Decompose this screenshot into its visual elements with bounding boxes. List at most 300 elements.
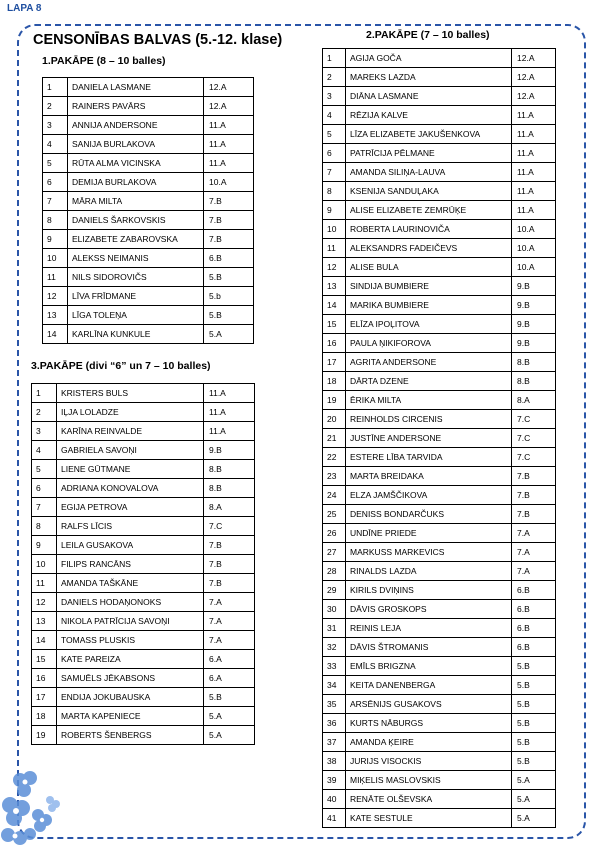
class-cell: 11.A (512, 106, 556, 125)
student-name: DĀVIS GROSKOPS (346, 600, 512, 619)
student-name: KRISTERS BULS (57, 384, 204, 403)
table-row (323, 752, 556, 771)
row-number: 28 (323, 562, 346, 581)
row-number: 34 (323, 676, 346, 695)
student-name: KEITA DANENBERGA (346, 676, 512, 695)
table-row (43, 78, 254, 97)
row-number: 10 (43, 249, 68, 268)
row-number: 7 (43, 192, 68, 211)
table-row (32, 403, 255, 422)
class-cell: 12.A (512, 87, 556, 106)
class-cell: 11.A (204, 116, 254, 135)
student-name: ALISE BULA (346, 258, 512, 277)
student-name: RENĀTE OLŠEVSKA (346, 790, 512, 809)
table-row (32, 707, 255, 726)
student-name: ALEKSANDRS FADEIČEVS (346, 239, 512, 258)
row-number: 6 (43, 173, 68, 192)
student-name: REINHOLDS CIRCENIS (346, 410, 512, 429)
row-number: 7 (32, 498, 57, 517)
student-name: MAREKS LAZDA (346, 68, 512, 87)
class-cell: 6.A (204, 650, 255, 669)
row-number: 3 (43, 116, 68, 135)
row-number: 22 (323, 448, 346, 467)
class-cell: 11.A (512, 125, 556, 144)
class-cell: 5.A (512, 790, 556, 809)
class-cell: 10.A (512, 239, 556, 258)
student-name: KATE SESTULE (346, 809, 512, 828)
table-row (323, 676, 556, 695)
section3-title: 3.PAKĀPE (divi “6” un 7 – 10 balles) (31, 360, 211, 372)
class-cell: 9.B (512, 296, 556, 315)
class-cell: 6.B (512, 619, 556, 638)
table-row (323, 391, 556, 410)
class-cell: 8.B (204, 479, 255, 498)
row-number: 16 (32, 669, 57, 688)
class-cell: 12.A (512, 49, 556, 68)
class-cell: 8.A (204, 498, 255, 517)
row-number: 36 (323, 714, 346, 733)
class-cell: 6.B (512, 581, 556, 600)
student-name: EGIJA PETROVA (57, 498, 204, 517)
student-name: RINALDS LAZDA (346, 562, 512, 581)
table-row (323, 486, 556, 505)
student-name: LĪVA FRĪDMANE (68, 287, 204, 306)
table-row (32, 422, 255, 441)
row-number: 39 (323, 771, 346, 790)
table-row (43, 154, 254, 173)
student-name: PAULA ŅIKIFOROVA (346, 334, 512, 353)
class-cell: 7.C (512, 448, 556, 467)
student-name: FILIPS RANCĀNS (57, 555, 204, 574)
class-cell: 5.B (512, 733, 556, 752)
row-number: 13 (32, 612, 57, 631)
student-name: RALFS LĪCIS (57, 517, 204, 536)
row-number: 13 (43, 306, 68, 325)
table-row (323, 600, 556, 619)
class-cell: 7.B (204, 211, 254, 230)
student-name: DEMIJA BURLAKOVA (68, 173, 204, 192)
student-name: SAMUĒLS JĒKABSONS (57, 669, 204, 688)
row-number: 18 (323, 372, 346, 391)
table-row (32, 650, 255, 669)
class-cell: 10.A (512, 258, 556, 277)
page-label: LAPA 8 (7, 3, 42, 14)
section2-title: 2.PAKĀPE (7 – 10 balles) (366, 29, 490, 41)
table-row (323, 581, 556, 600)
row-number: 11 (323, 239, 346, 258)
table-row (323, 49, 556, 68)
row-number: 30 (323, 600, 346, 619)
student-name: JURIJS VISOCKIS (346, 752, 512, 771)
table-row (32, 384, 255, 403)
table-row (323, 277, 556, 296)
row-number: 15 (32, 650, 57, 669)
table-row (43, 306, 254, 325)
student-name: ARSĒNIJS GUSAKOVS (346, 695, 512, 714)
row-number: 25 (323, 505, 346, 524)
row-number: 6 (323, 144, 346, 163)
class-cell: 11.A (512, 144, 556, 163)
student-name: AMANDA TAŠKĀNE (57, 574, 204, 593)
class-cell: 7.C (204, 517, 255, 536)
student-name: MĀRA MILTA (68, 192, 204, 211)
class-cell: 9.B (512, 334, 556, 353)
table-row (32, 726, 255, 745)
table-row (323, 410, 556, 429)
class-cell: 11.A (204, 403, 255, 422)
student-name: MARKUSS MARKEVICS (346, 543, 512, 562)
table-row (43, 97, 254, 116)
class-cell: 5.B (512, 695, 556, 714)
table-row (323, 258, 556, 277)
student-name: JUSTĪNE ANDERSONE (346, 429, 512, 448)
section1-table (42, 77, 254, 344)
table-row (323, 87, 556, 106)
row-number: 1 (43, 78, 68, 97)
table-row (43, 230, 254, 249)
table-row (32, 631, 255, 650)
class-cell: 5.B (204, 268, 254, 287)
row-number: 5 (43, 154, 68, 173)
row-number: 4 (32, 441, 57, 460)
table-row (323, 429, 556, 448)
table-row (32, 555, 255, 574)
class-cell: 11.A (512, 182, 556, 201)
student-name: LĪGA TOLEŅA (68, 306, 204, 325)
table-row (32, 460, 255, 479)
class-cell: 7.A (512, 524, 556, 543)
class-cell: 5.b (204, 287, 254, 306)
row-number: 8 (43, 211, 68, 230)
row-number: 23 (323, 467, 346, 486)
row-number: 11 (43, 268, 68, 287)
row-number: 14 (323, 296, 346, 315)
section2-table (322, 48, 556, 828)
row-number: 15 (323, 315, 346, 334)
class-cell: 7.A (204, 631, 255, 650)
student-name: DIĀNA LASMANE (346, 87, 512, 106)
table-row (323, 372, 556, 391)
row-number: 7 (323, 163, 346, 182)
row-number: 10 (323, 220, 346, 239)
class-cell: 7.A (204, 612, 255, 631)
table-row (43, 325, 254, 344)
row-number: 40 (323, 790, 346, 809)
class-cell: 5.B (512, 676, 556, 695)
table-row (323, 505, 556, 524)
student-name: RŪTA ALMA VICINSKA (68, 154, 204, 173)
student-name: IĻJA LOLADZE (57, 403, 204, 422)
student-name: GABRIELA SAVOŅI (57, 441, 204, 460)
table-row (323, 163, 556, 182)
class-cell: 8.B (512, 353, 556, 372)
row-number: 3 (32, 422, 57, 441)
student-name: KSENIJA SANDUĻAKA (346, 182, 512, 201)
class-cell: 5.A (204, 726, 255, 745)
table-row (323, 562, 556, 581)
class-cell: 12.A (512, 68, 556, 87)
row-number: 29 (323, 581, 346, 600)
row-number: 38 (323, 752, 346, 771)
table-row (32, 612, 255, 631)
student-name: KIRILS DVIŅINS (346, 581, 512, 600)
student-name: DĀVIS ŠTROMANIS (346, 638, 512, 657)
student-name: SINDIJA BUMBIERE (346, 277, 512, 296)
class-cell: 5.A (512, 771, 556, 790)
table-row (323, 543, 556, 562)
class-cell: 6.B (512, 638, 556, 657)
table-row (43, 287, 254, 306)
student-name: NILS SIDOROVIČS (68, 268, 204, 287)
table-row (32, 517, 255, 536)
row-number: 17 (32, 688, 57, 707)
row-number: 10 (32, 555, 57, 574)
table-row (323, 220, 556, 239)
table-row (323, 125, 556, 144)
class-cell: 12.A (204, 97, 254, 116)
class-cell: 5.B (512, 752, 556, 771)
student-name: DENISS BONDARČUKS (346, 505, 512, 524)
student-name: ALISE ELIZABETE ZEMRŪĶE (346, 201, 512, 220)
student-name: MARTA KAPENIECE (57, 707, 204, 726)
class-cell: 11.A (204, 384, 255, 403)
student-name: ESTERE LĪBA TARVIDA (346, 448, 512, 467)
table-row (323, 619, 556, 638)
class-cell: 7.B (204, 192, 254, 211)
class-cell: 7.B (512, 505, 556, 524)
table-row (323, 296, 556, 315)
table-row (43, 135, 254, 154)
student-name: MARIKA BUMBIERE (346, 296, 512, 315)
row-number: 16 (323, 334, 346, 353)
row-number: 9 (32, 536, 57, 555)
row-number: 4 (323, 106, 346, 125)
table-row (32, 479, 255, 498)
table-row (323, 201, 556, 220)
class-cell: 11.A (204, 154, 254, 173)
class-cell: 11.A (512, 201, 556, 220)
student-name: ELIZABETE ZABAROVSKA (68, 230, 204, 249)
row-number: 2 (43, 97, 68, 116)
class-cell: 6.A (204, 669, 255, 688)
table-row (32, 536, 255, 555)
main-title: CENSONĪBAS BALVAS (5.-12. klase) (33, 32, 283, 48)
table-row (32, 498, 255, 517)
student-name: KARĪNA REINVALDE (57, 422, 204, 441)
table-row (323, 524, 556, 543)
table-row (323, 714, 556, 733)
row-number: 4 (43, 135, 68, 154)
row-number: 24 (323, 486, 346, 505)
student-name: ELZA JAMŠČIKOVA (346, 486, 512, 505)
table-row (323, 467, 556, 486)
row-number: 33 (323, 657, 346, 676)
class-cell: 5.A (204, 325, 254, 344)
student-name: UNDĪNE PRIEDE (346, 524, 512, 543)
row-number: 20 (323, 410, 346, 429)
class-cell: 8.B (204, 460, 255, 479)
table-row (43, 211, 254, 230)
row-number: 26 (323, 524, 346, 543)
student-name: MIĶELIS MASLOVSKIS (346, 771, 512, 790)
student-name: LIENE GŪTMANE (57, 460, 204, 479)
row-number: 9 (43, 230, 68, 249)
row-number: 17 (323, 353, 346, 372)
table-row (32, 669, 255, 688)
student-name: REINIS LEJA (346, 619, 512, 638)
row-number: 5 (323, 125, 346, 144)
row-number: 32 (323, 638, 346, 657)
table-row (323, 144, 556, 163)
student-name: AGRITA ANDERSONE (346, 353, 512, 372)
class-cell: 5.B (204, 306, 254, 325)
table-row (323, 638, 556, 657)
row-number: 12 (43, 287, 68, 306)
table-row (323, 809, 556, 828)
student-name: ROBERTS ŠENBERGS (57, 726, 204, 745)
class-cell: 11.A (204, 135, 254, 154)
class-cell: 9.B (204, 441, 255, 460)
student-name: ROBERTA LAURINOVIČA (346, 220, 512, 239)
section1-title: 1.PAKĀPE (8 – 10 balles) (42, 55, 166, 67)
section3-table (31, 383, 255, 745)
row-number: 41 (323, 809, 346, 828)
student-name: ELĪZA IPOĻITOVA (346, 315, 512, 334)
table-row (323, 239, 556, 258)
student-name: DANIELS ŠARKOVSKIS (68, 211, 204, 230)
class-cell: 7.A (512, 543, 556, 562)
student-name: AGIJA GOČA (346, 49, 512, 68)
table-row (43, 268, 254, 287)
table-row (323, 448, 556, 467)
class-cell: 6.B (204, 249, 254, 268)
table-row (323, 657, 556, 676)
class-cell: 6.B (512, 600, 556, 619)
row-number: 27 (323, 543, 346, 562)
class-cell: 11.A (512, 163, 556, 182)
student-name: ALEKSS NEIMANIS (68, 249, 204, 268)
table-row (32, 574, 255, 593)
class-cell: 9.B (512, 277, 556, 296)
row-number: 21 (323, 429, 346, 448)
class-cell: 9.B (512, 315, 556, 334)
student-name: KARLĪNA KUNKULE (68, 325, 204, 344)
class-cell: 7.B (204, 536, 255, 555)
student-name: RĒZIJA KALVE (346, 106, 512, 125)
class-cell: 5.B (512, 657, 556, 676)
student-name: EMĪLS BRIGZNA (346, 657, 512, 676)
table-row (323, 182, 556, 201)
class-cell: 8.A (512, 391, 556, 410)
table-row (43, 116, 254, 135)
student-name: KURTS NĀBURGS (346, 714, 512, 733)
row-number: 8 (323, 182, 346, 201)
table-row (43, 192, 254, 211)
student-name: LĪZA ELIZABETE JAKUŠENKOVA (346, 125, 512, 144)
table-row (32, 688, 255, 707)
student-name: ANNIJA ANDERSONE (68, 116, 204, 135)
table-row (323, 790, 556, 809)
row-number: 35 (323, 695, 346, 714)
class-cell: 7.A (512, 562, 556, 581)
row-number: 9 (323, 201, 346, 220)
class-cell: 7.B (204, 574, 255, 593)
row-number: 19 (323, 391, 346, 410)
student-name: DĀRTA DZENE (346, 372, 512, 391)
student-name: MARTA BREIDAKA (346, 467, 512, 486)
student-name: LEILA GUSAKOVA (57, 536, 204, 555)
row-number: 3 (323, 87, 346, 106)
class-cell: 7.B (204, 230, 254, 249)
class-cell: 5.B (512, 714, 556, 733)
class-cell: 10.A (512, 220, 556, 239)
student-name: DANIELS HODAŅONOKS (57, 593, 204, 612)
class-cell: 7.B (204, 555, 255, 574)
row-number: 2 (32, 403, 57, 422)
row-number: 14 (32, 631, 57, 650)
class-cell: 8.B (512, 372, 556, 391)
student-name: ENDIJA JOKUBAUSKA (57, 688, 204, 707)
class-cell: 7.B (512, 467, 556, 486)
table-row (323, 353, 556, 372)
table-row (43, 173, 254, 192)
row-number: 11 (32, 574, 57, 593)
row-number: 1 (32, 384, 57, 403)
row-number: 8 (32, 517, 57, 536)
class-cell: 5.A (512, 809, 556, 828)
row-number: 14 (43, 325, 68, 344)
row-number: 12 (323, 258, 346, 277)
class-cell: 7.C (512, 429, 556, 448)
row-number: 12 (32, 593, 57, 612)
row-number: 18 (32, 707, 57, 726)
row-number: 19 (32, 726, 57, 745)
student-name: ADRIANA KONOVALOVA (57, 479, 204, 498)
table-row (323, 334, 556, 353)
table-row (323, 315, 556, 334)
class-cell: 12.A (204, 78, 254, 97)
student-name: AMANDA SILIŅA-LAUVA (346, 163, 512, 182)
student-name: PATRĪCIJA PĒLMANE (346, 144, 512, 163)
row-number: 31 (323, 619, 346, 638)
table-row (323, 695, 556, 714)
flower-decoration (0, 760, 80, 845)
class-cell: 11.A (204, 422, 255, 441)
row-number: 1 (323, 49, 346, 68)
row-number: 37 (323, 733, 346, 752)
table-row (32, 441, 255, 460)
class-cell: 10.A (204, 173, 254, 192)
table-row (43, 249, 254, 268)
student-name: DANIELA LASMANE (68, 78, 204, 97)
table-row (323, 771, 556, 790)
class-cell: 5.A (204, 707, 255, 726)
class-cell: 7.C (512, 410, 556, 429)
student-name: ĒRIKA MILTA (346, 391, 512, 410)
class-cell: 7.B (512, 486, 556, 505)
class-cell: 7.A (204, 593, 255, 612)
student-name: AMANDA ĶEIRE (346, 733, 512, 752)
table-row (32, 593, 255, 612)
table-row (323, 68, 556, 87)
student-name: NIKOLA PATRĪCIJA SAVOŅI (57, 612, 204, 631)
table-row (323, 733, 556, 752)
class-cell: 5.B (204, 688, 255, 707)
student-name: TOMASS PLUSKIS (57, 631, 204, 650)
student-name: RAINERS PAVĀRS (68, 97, 204, 116)
row-number: 5 (32, 460, 57, 479)
row-number: 2 (323, 68, 346, 87)
